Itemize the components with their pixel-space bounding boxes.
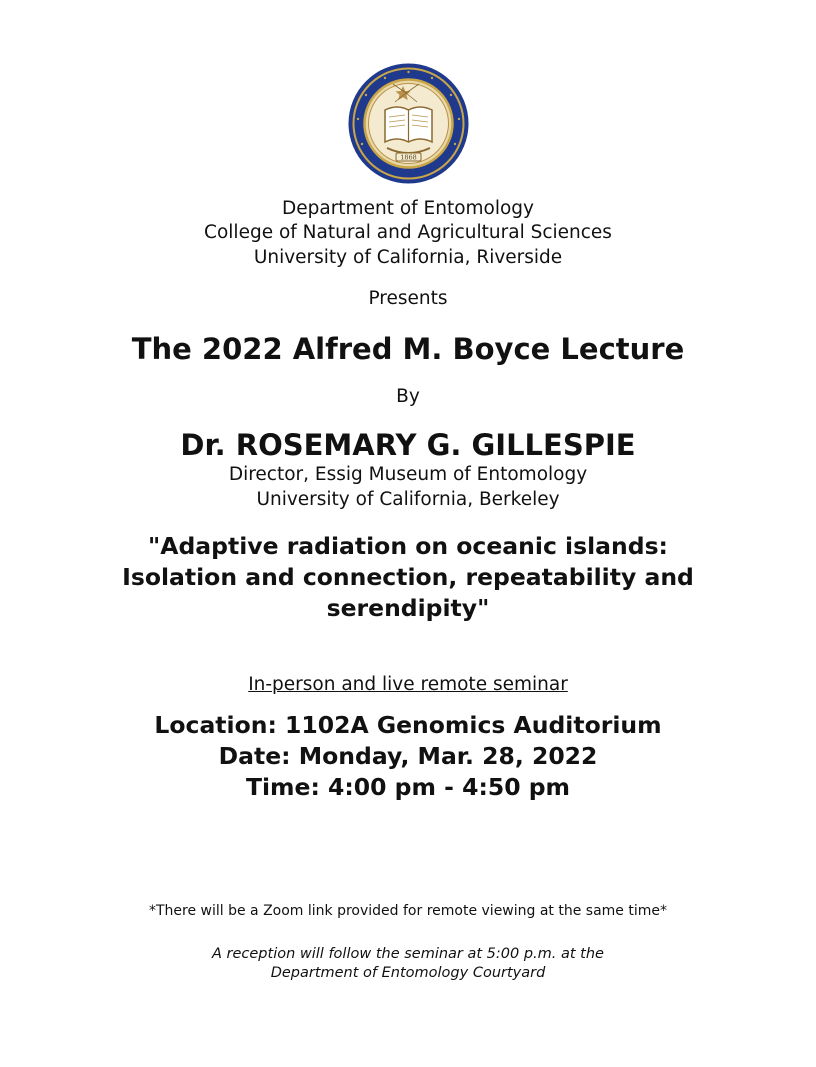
- time-line: Time: 4:00 pm - 4:50 pm: [245, 773, 571, 801]
- talk-title-line-2: Isolation and connection, repeatability and: [122, 563, 694, 591]
- talk-title-line-3: serendipity": [326, 594, 490, 622]
- lecture-title: The 2022 Alfred M. Boyce Lecture: [131, 332, 685, 366]
- university-seal-icon: [347, 62, 470, 185]
- department-name: Department of Entomology: [281, 198, 535, 219]
- seal-year: 1868: [400, 153, 417, 162]
- speaker-position: Director, Essig Museum of Entomology: [228, 464, 588, 485]
- location-line: Location: 1102A Genomics Auditorium: [154, 711, 662, 739]
- reception-note-line-1: A reception will follow the seminar at 5:00 p.m. at the: [212, 946, 604, 962]
- college-name: College of Natural and Agricultural Sciences: [204, 222, 612, 243]
- speaker-institution: University of California, Berkeley: [256, 489, 560, 510]
- university-name: University of California, Riverside: [253, 247, 563, 268]
- speaker-name: Dr. ROSEMARY G. GILLESPIE: [180, 428, 636, 462]
- by-text: By: [396, 386, 420, 407]
- reception-note-line-2: Department of Entomology Courtyard: [270, 965, 546, 981]
- zoom-note: *There will be a Zoom link provided for remote viewing at the same time*: [148, 903, 668, 919]
- seminar-format: In-person and live remote seminar: [248, 674, 568, 695]
- talk-title-line-1: "Adaptive radiation on oceanic islands:: [148, 532, 668, 560]
- presents-text: Presents: [368, 288, 448, 309]
- date-line: Date: Monday, Mar. 28, 2022: [218, 742, 598, 770]
